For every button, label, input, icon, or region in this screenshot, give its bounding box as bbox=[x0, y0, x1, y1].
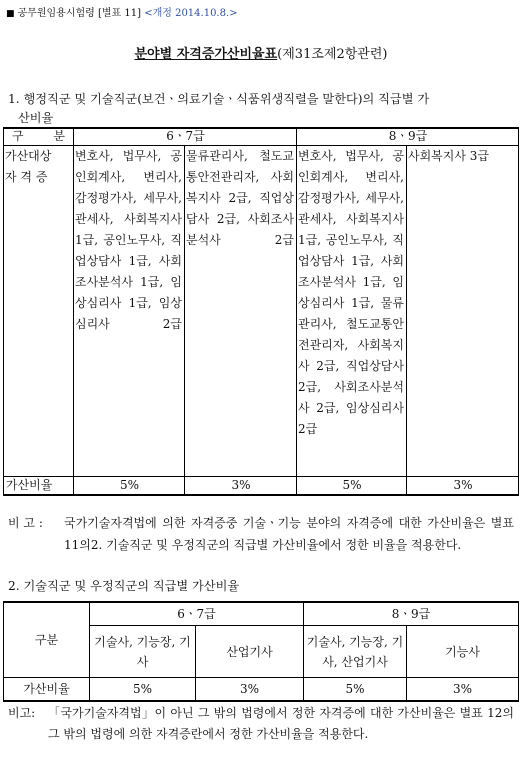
table2-header-label: 구분 bbox=[4, 602, 90, 678]
note2-label: 비고: bbox=[8, 706, 36, 720]
table2-cell-89-a: 기술사, 기능장, 기사, 산업기사 bbox=[304, 626, 407, 678]
table2-header-grade67: 6ㆍ7급 bbox=[90, 602, 304, 626]
section2-heading: 2. 기술직군 및 우정직군의 직급별 가산비율 bbox=[8, 579, 240, 593]
revision-date: <개정 2014.10.8.> bbox=[144, 8, 238, 19]
table1-row-label bbox=[4, 146, 74, 477]
note1 bbox=[8, 512, 514, 556]
square-bullet-icon: ■ bbox=[6, 9, 15, 19]
table1-header-label: 구 분 bbox=[4, 128, 74, 146]
table2-rate-89-a: 5% bbox=[304, 678, 407, 702]
table-technical-postal bbox=[3, 601, 519, 702]
table1-rate-89-b: 3% bbox=[407, 477, 519, 496]
table1-cell-67-b: 물류관리사, 철도교통안전관리자, 사회복지사 2급, 직업상담사 2급, 사회조사분석사 2급 bbox=[185, 146, 297, 477]
table-reference: [별표 11] bbox=[97, 8, 142, 19]
note2-text: 「국가기술자격법」이 아닌 그 밖의 법령에서 정한 자격증에 대한 가산비율은 별표 12의 그 밖의 법령에 의한 자격증란에서 정한 가산비율을 적용한다. bbox=[48, 706, 514, 741]
table1-cell-89-b: 사회복지사 3급 bbox=[407, 146, 519, 477]
table1-rate-89-a: 5% bbox=[297, 477, 407, 496]
note1-label: 비 고 : bbox=[8, 516, 43, 530]
table1-rate-67-a: 5% bbox=[74, 477, 185, 496]
table1-rate-label: 가산비율 bbox=[4, 477, 74, 496]
table1-rate-67-b: 3% bbox=[185, 477, 297, 496]
table2-rate-label: 가산비율 bbox=[4, 678, 90, 702]
table2-rate-89-b: 3% bbox=[407, 678, 519, 702]
law-name: 공무원임용시험령 bbox=[17, 8, 95, 19]
table2-rate-row bbox=[4, 678, 519, 702]
document-header bbox=[6, 4, 238, 19]
table1-header-row bbox=[4, 128, 519, 146]
table2-cell-67-b: 산업기사 bbox=[196, 626, 304, 678]
table1-row-label-line1: 가산대상 bbox=[5, 149, 52, 163]
table1-row-label-line2: 자 격 증 bbox=[5, 170, 48, 184]
section1-heading bbox=[8, 90, 513, 128]
table1-header-grade67: 6ㆍ7급 bbox=[74, 128, 297, 146]
table1-header-grade89: 8ㆍ9급 bbox=[297, 128, 519, 146]
table1-cell-89-a: 변호사, 법무사, 공인회계사, 변리사, 감정평가사, 세무사, 관세사, 사회복지사 1급, 공인노무사, 직업상담사 1급, 사회조사분석사 1급, 임상심리사 1급, 물류관리사, 철도교통안전관리자, 사회복지사 2급, 직업상담사 2급, 사회조사분석사 2급, 임상심리사 2급 bbox=[297, 146, 407, 477]
table2-header-row bbox=[4, 602, 519, 626]
table2-header-grade89: 8ㆍ9급 bbox=[304, 602, 519, 626]
note2 bbox=[8, 703, 514, 745]
note1-text: 국가기술자격법에 의한 자격증중 기술ㆍ기능 분야의 자격증에 대한 가산비율은 별표 11의2. 기술직군 및 우정직군의 직급별 가산비율에서 정한 비율을 적용한다. bbox=[64, 516, 514, 552]
table2-rate-67-a: 5% bbox=[90, 678, 196, 702]
table2-rate-67-b: 3% bbox=[196, 678, 304, 702]
table1-cell-67-a: 변호사, 법무사, 공인회계사, 변리사, 감정평가사, 세무사, 관세사, 사회복지사 1급, 공인노무사, 직업상담사 1급, 사회조사분석사 1급, 임상심리사 1급, 임상심리사 2급 bbox=[74, 146, 185, 477]
page-title-main: 분야별 자격증가산비율표 bbox=[134, 47, 278, 62]
table2-cell-89-b: 기능사 bbox=[407, 626, 519, 678]
section1-line2: 산비율 bbox=[18, 111, 54, 125]
table1-rate-row bbox=[4, 477, 519, 496]
section1-line1: 1. 행정직군 및 기술직군(보건ㆍ의료기술ㆍ식품위생직렬을 말한다)의 직급별 가 bbox=[8, 92, 430, 106]
page-title-suffix: (제31조제2항관련) bbox=[277, 47, 388, 62]
page-title bbox=[0, 43, 522, 62]
table1-body-row bbox=[4, 146, 519, 477]
table-admin-technical bbox=[3, 127, 519, 496]
table2-cell-67-a: 기술사, 기능장, 기사 bbox=[90, 626, 196, 678]
